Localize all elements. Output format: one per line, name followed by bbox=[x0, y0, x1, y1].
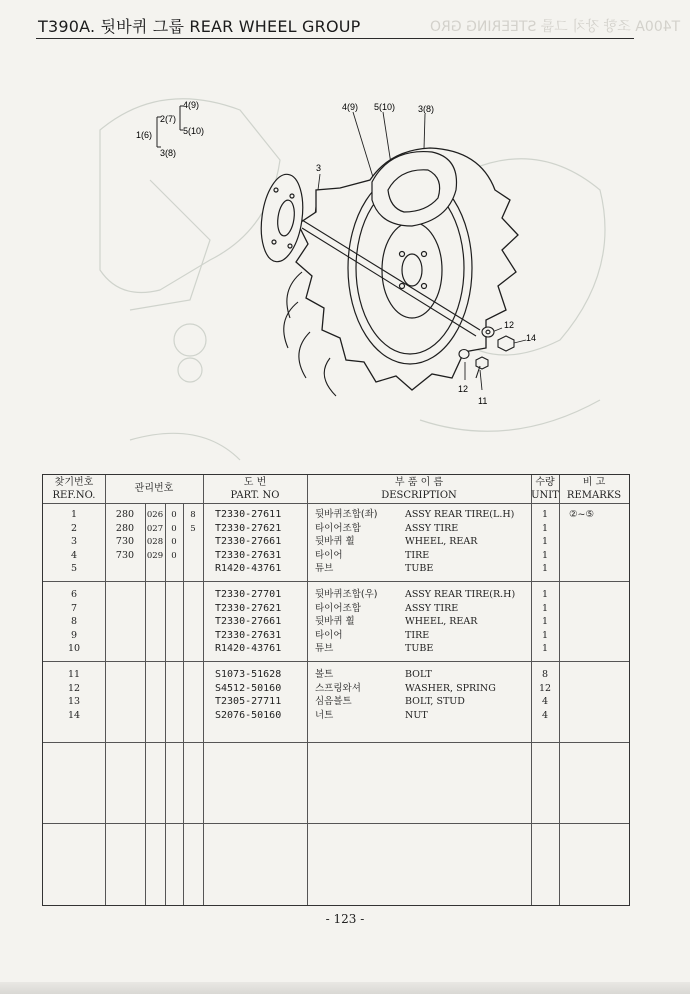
callout-bracket bbox=[157, 106, 183, 147]
group-rule bbox=[43, 823, 629, 824]
group-rule bbox=[43, 661, 629, 662]
callout-12-lower: 12 bbox=[458, 384, 469, 394]
cell-m1: 730 bbox=[115, 536, 135, 547]
header-unit bbox=[531, 476, 559, 502]
header-desc-ko: 부 품 이 름 bbox=[394, 477, 444, 488]
cell-part: T2305-27711 bbox=[215, 696, 282, 707]
cell-ko: 너트 bbox=[315, 709, 334, 721]
cell-ref: 11 bbox=[67, 669, 81, 680]
cell-part: T2330-27661 bbox=[215, 616, 282, 627]
col-divider bbox=[307, 475, 308, 905]
cell-remarks: ②~⑤ bbox=[569, 509, 594, 520]
cell-ko: 튜브 bbox=[315, 643, 334, 654]
cell-ko: 튜브 bbox=[315, 563, 334, 574]
cell-desc: WASHER, SPRING bbox=[405, 682, 496, 694]
header-desc-en: DESCRIPTION bbox=[381, 490, 457, 501]
cell-m1: 280 bbox=[115, 522, 135, 534]
callout-3-8: 3(8) bbox=[160, 148, 177, 158]
callout-11-bolt: 11 bbox=[478, 396, 488, 406]
cell-m2: 029 bbox=[146, 550, 164, 561]
cell-desc: TUBE bbox=[405, 643, 434, 654]
rear-wheel-exploded-diagram bbox=[40, 40, 640, 470]
hub-flange bbox=[256, 172, 308, 265]
cell-m1: 280 bbox=[115, 509, 135, 520]
cell-unit: 1 bbox=[541, 509, 549, 520]
cell-ref: 9 bbox=[70, 629, 78, 641]
cell-part: S2076-50160 bbox=[215, 709, 282, 721]
cell-ko: 뒷바퀴조합(우) bbox=[315, 589, 378, 600]
cell-unit: 8 bbox=[541, 669, 549, 680]
cell-desc: BOLT, STUD bbox=[405, 696, 465, 707]
page-number: - 123 - bbox=[325, 912, 365, 926]
cell-ko: 타이어 bbox=[315, 629, 343, 641]
cell-unit: 1 bbox=[541, 629, 549, 641]
scan-edge bbox=[0, 982, 690, 994]
cell-unit: 12 bbox=[538, 682, 552, 694]
cell-ref: 1 bbox=[70, 509, 78, 520]
cell-ref: 7 bbox=[70, 602, 78, 614]
cell-ko: 심음볼트 bbox=[315, 696, 352, 707]
header-remarks-ko: 비 고 bbox=[582, 477, 606, 488]
header-ref bbox=[43, 476, 105, 502]
title-rule bbox=[36, 38, 634, 39]
header-mgmt: 관리번호 bbox=[134, 483, 174, 494]
cell-m3: 0 bbox=[171, 550, 177, 561]
cell-unit: 1 bbox=[541, 522, 549, 534]
cell-ref: 12 bbox=[67, 682, 81, 694]
header-desc bbox=[307, 476, 531, 502]
cell-desc: TIRE bbox=[405, 629, 430, 641]
cell-m4: 8 bbox=[190, 510, 196, 520]
cell-unit: 4 bbox=[541, 709, 549, 721]
cell-part: T2330-27661 bbox=[215, 536, 282, 547]
col-divider bbox=[203, 475, 204, 905]
col-divider bbox=[165, 503, 166, 905]
cell-m3: 0 bbox=[171, 510, 177, 520]
group-rule bbox=[43, 581, 629, 582]
cell-part: T2330-27621 bbox=[215, 522, 282, 534]
callout-5-10-wheel: 5(10) bbox=[374, 102, 396, 112]
cell-ref: 3 bbox=[70, 536, 78, 547]
cell-ref: 14 bbox=[67, 709, 81, 721]
cell-m4: 5 bbox=[190, 523, 196, 534]
cell-desc: WHEEL, REAR bbox=[405, 536, 478, 547]
page-title: T390A. 뒷바퀴 그룹 REAR WHEEL GROUP bbox=[38, 17, 361, 36]
callout-2-7: 2(7) bbox=[160, 114, 177, 124]
cell-desc: ASSY TIRE bbox=[405, 522, 459, 534]
cell-m1: 730 bbox=[115, 549, 135, 561]
header-unit-ko: 수량 bbox=[535, 477, 555, 488]
header-part-en: PART. NO bbox=[230, 490, 280, 501]
group-rule bbox=[43, 742, 629, 743]
cell-part: T2330-27701 bbox=[215, 589, 282, 600]
col-divider bbox=[183, 503, 184, 905]
cell-m2: 026 bbox=[146, 510, 164, 520]
cell-desc: ASSY TIRE bbox=[405, 602, 459, 614]
cell-ref: 5 bbox=[70, 563, 78, 574]
cell-ko: 타이어 bbox=[315, 549, 343, 561]
col-divider bbox=[559, 475, 560, 905]
cell-part: T2330-27631 bbox=[215, 549, 282, 561]
parts-table bbox=[42, 474, 630, 906]
cell-part: T2330-27621 bbox=[215, 602, 282, 614]
cell-ko: 타이어조합 bbox=[315, 602, 361, 614]
cell-desc: WHEEL, REAR bbox=[405, 616, 478, 627]
cell-unit: 1 bbox=[541, 616, 549, 627]
header-ref-ko: 찾기번호 bbox=[54, 477, 94, 488]
bleed-through-text: T400A 조향 장치 그룹 STEERING GRO bbox=[430, 19, 681, 35]
cell-unit: 1 bbox=[541, 589, 549, 600]
cell-unit: 4 bbox=[541, 696, 549, 707]
callout-4-9: 4(9) bbox=[183, 100, 200, 110]
cell-desc: TIRE bbox=[405, 549, 430, 561]
cell-m2: 028 bbox=[146, 537, 164, 547]
cell-desc: BOLT bbox=[405, 669, 432, 680]
cell-part: R1420-43761 bbox=[215, 643, 282, 654]
cell-desc: TUBE bbox=[405, 563, 434, 574]
callout-5-10: 5(10) bbox=[183, 126, 205, 136]
header-remarks-en: REMARKS bbox=[566, 490, 622, 501]
cell-unit: 1 bbox=[541, 643, 549, 654]
header-ref-en: REF.NO. bbox=[52, 490, 96, 501]
cell-desc: ASSY REAR TIRE(L.H) bbox=[405, 509, 515, 520]
col-divider bbox=[145, 503, 146, 905]
cell-ref: 8 bbox=[70, 616, 78, 627]
cell-unit: 1 bbox=[541, 563, 549, 574]
callout-3: 3 bbox=[316, 163, 322, 173]
cell-ko: 볼트 bbox=[315, 669, 334, 680]
callout-14-nut: 14 bbox=[526, 333, 537, 343]
cell-ref: 13 bbox=[67, 696, 81, 707]
cell-part: S1073-51628 bbox=[215, 669, 282, 680]
callout-3-8-wheel: 3(8) bbox=[418, 104, 435, 114]
callout-4-9-wheel: 4(9) bbox=[342, 102, 359, 112]
cell-ko: 뒷바퀴조합(좌) bbox=[315, 509, 378, 520]
callout-1-6: 1(6) bbox=[136, 130, 153, 140]
cell-part: T2330-27611 bbox=[215, 509, 282, 520]
header-rule bbox=[43, 503, 629, 504]
cell-ko: 뒷바퀴 휠 bbox=[315, 616, 355, 627]
cell-part: S4512-50160 bbox=[215, 682, 282, 694]
cell-ref: 10 bbox=[67, 643, 81, 654]
header-part-ko: 도 번 bbox=[243, 477, 267, 488]
cell-m3: 0 bbox=[171, 523, 177, 534]
cell-ref: 4 bbox=[70, 549, 78, 561]
cell-desc: NUT bbox=[405, 709, 428, 721]
header-part bbox=[203, 476, 307, 502]
cell-ko: 스프링와셔 bbox=[315, 682, 361, 694]
callout-12-washer: 12 bbox=[504, 320, 515, 330]
header-remarks bbox=[559, 476, 629, 502]
cell-m2: 027 bbox=[146, 523, 164, 534]
cell-desc: ASSY REAR TIRE(R.H) bbox=[405, 589, 516, 600]
cell-unit: 1 bbox=[541, 536, 549, 547]
cell-ref: 2 bbox=[70, 522, 78, 534]
cell-ko: 타이어조합 bbox=[315, 522, 361, 534]
cell-unit: 1 bbox=[541, 549, 549, 561]
cell-part: R1420-43761 bbox=[215, 563, 282, 574]
cell-part: T2330-27631 bbox=[215, 629, 282, 641]
cell-m3: 0 bbox=[171, 537, 177, 547]
header-unit-en: UNIT bbox=[531, 490, 559, 501]
cell-unit: 1 bbox=[541, 602, 549, 614]
cell-ko: 뒷바퀴 휠 bbox=[315, 536, 355, 547]
cell-ref: 6 bbox=[70, 589, 78, 600]
